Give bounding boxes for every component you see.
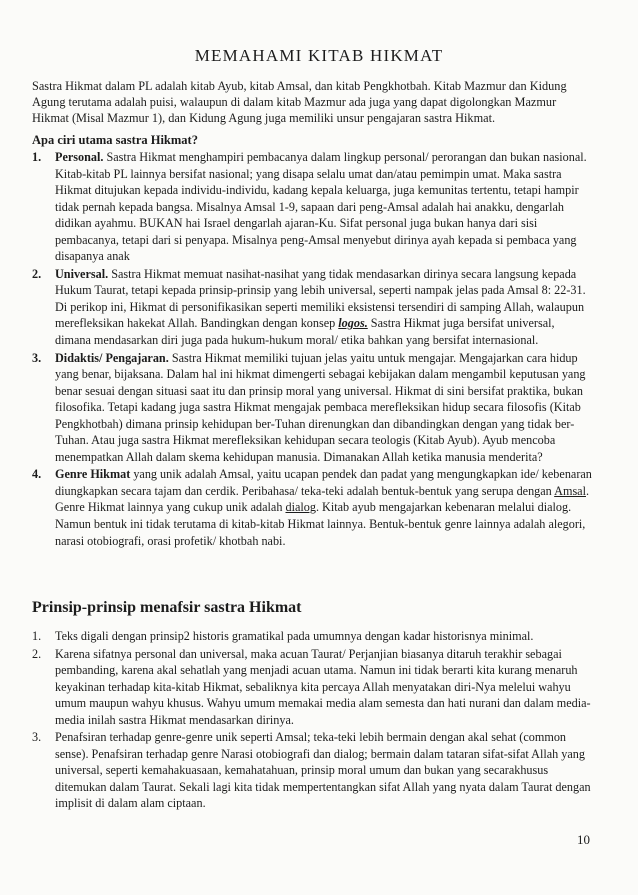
characteristic-text: yang unik adalah Amsal, yaitu ucapan pendek dan padat yang mengungkapkan ide/ kebenaran diungkapkan secara tajam dan cerdik. Peribahasa/ teka-teki adalah bentuk-bentuk yang serupa dengan <box>55 467 592 498</box>
dialog-term: dialog <box>285 500 316 515</box>
principle-item <box>32 646 592 729</box>
item-number: 1. <box>32 629 42 643</box>
principle-item <box>32 729 592 812</box>
item-number: 1. <box>32 150 42 164</box>
principle-text: Penafsiran terhadap genre-genre unik seperti Amsal; teka-teki lebih bermain dengan akal sehat (common sense). Penafsiran terhadap genre Narasi otobiografi dan dialog; bermain dalam tataran sifat-sifat Allah yang universal, seperti kemahakuasaan, kemahatahuan, prinsip moral umum dan bukan yang secarakhusus ditemukan dalam Taurat. Sekali lagi kita tidak mempertentangkan sifat Allah yang nyata dalam Taurat dengan implisit di dalam alam ciptaan. <box>55 730 591 811</box>
characteristic-item-personal <box>32 149 592 265</box>
characteristic-term: Genre Hikmat <box>55 467 131 482</box>
section-heading: Prinsip-prinsip menafsir sastra Hikmat <box>32 599 302 616</box>
item-number: 4. <box>32 467 42 482</box>
characteristic-text-cont: Sastra Hikmat juga bersifat universal, dimana mendasarkan diri juga pada hukum-hukum moral/ etika bahkan yang bersifat internasional. <box>55 316 555 348</box>
logos-term: logos. <box>338 316 368 331</box>
characteristic-text: Sastra Hikmat memuat nasihat-nasihat yang tidak mendasarkan dirinya secara langsung kepada Hukum Taurat, tetapi kepada prinsip-prinsip yang lebih universal, seperti nampak jelas pada Amsal 8: 22-31. Di perikop ini, Hikmat di personifikasikan seperti memiliki eksistensi tersendiri di samping Allah, walaupun merefleksikan hakekat Allah. Bandingkan dengan konsep <box>55 266 586 331</box>
characteristic-text: Sastra Hikmat memiliki tujuan jelas yaitu untuk mengajar. Mengajarkan cara hidup yang benar, bijaksana. Dalam hal ini hikmat dimengerti sebagai kebijakan dalam mengambil keputusan yang benar sesuai dengan situasi saat itu dan prinsip moral yang universal. Hikmat di sini bersifat praktika, bukan filosofika. Tetapi kadang juga sastra Hikmat mengajak pembaca merefleksikan hidup secara filosofis (Kitab Pengkhotbah) dimana prinsip kehidupan ber-Tuhan direnungkan dan dibandingkan dengan yang tidak ber-Tuhan. Atau juga sastra Hikmat merefleksikan kehidupan secara teologis (Kitab Ayub). Ayub mencoba menempatkan Allah dalam skema kehidupan manusia. Dimanakan Allah ketika manusia menderita? <box>55 350 586 464</box>
characteristic-term: Universal. <box>55 266 109 281</box>
characteristic-term: Didaktis/ Pengajaran. <box>55 350 169 365</box>
characteristic-text-end: . Kitab ayub mengajarkan kebenaran melalui dialog. Namun bentuk ini tidak terutama di kitab-kitab Hikmat lainnya. Bentuk-bentuk genre lainnya adalah alegori, narasi otobiografi, orasi profetik/ khotbah nabi. <box>55 500 586 548</box>
item-number: 3. <box>32 730 42 745</box>
amsal-term: Amsal <box>554 483 586 498</box>
characteristic-item-didactic <box>32 350 592 466</box>
characteristics-list <box>32 149 592 550</box>
item-number: 2. <box>32 646 42 661</box>
intro-paragraph: Sastra Hikmat dalam PL adalah kitab Ayub, kitab Amsal, dan kitab Pengkhotbah. Kitab Mazmur dan Kidung Agung terutama adalah puisi, walaupun di dalam kitab Mazmur ada juga yang dapat digolongkan Mazmur Hikmat (Misal Mazmur 1), dan Kidung Agung juga memiliki unsur pengajaran sastra Hikmat. <box>32 79 567 125</box>
characteristic-text: Sastra Hikmat menghampiri pembacanya dalam lingkup personal/ perorangan dan bukan nasional. Kitab-kitab PL lainnya bersifat nasional; yang disapa selalu umat dan/atau pemimpin umat. Maka sastra Hikmat ditujukan kepada individu-individu, kadang kepala keluarga, juga kemunitas tertentu, tetapi hampir tidak pernah kepada bangsa. Misalnya Amsal 1-9, sapaan dari peng-Amsal adalah hai anakku, dengarlah didikan ayahmu. BUKAN hai Israel dengarlah ajaran-Ku. Sifat personal juga bukan hanya dari sisi pembacanya, tetapi dari si penyapa. Misalnya peng-Amsal menyebut dirinya ayah kepada si pembaca yang disapanya anak <box>55 150 587 264</box>
characteristic-term: Personal. <box>55 150 104 164</box>
question-heading: Apa ciri utama sastra Hikmat? <box>32 133 198 147</box>
item-number: 3. <box>32 350 42 365</box>
principle-item <box>32 628 592 645</box>
page-title: MEMAHAMI KITAB HIKMAT <box>194 46 444 65</box>
characteristic-item-genre <box>32 466 592 549</box>
characteristic-text-cont: . Genre Hikmat lainnya yang cukup unik adalah <box>55 483 590 515</box>
principle-text: Karena sifatnya personal dan universal, maka acuan Taurat/ Perjanjian biasanya ditaruh terakhir sebagai pembanding, karena akal sehatlah yang menjadi acuan utama. Namun ini tidak berarti kita kurang menaruh keyakinan terhadap kita-kitab Hikmat, sebaliknya kita percaya Allah menyatakan diri-Nya melelui wahyu umum maupun wahyu khusus. Wahyu umum memakai media alam semesta dan hati nurani dan dalam media-media inilah sastra Hikmat mendasarkan dirinya. <box>55 646 591 727</box>
page-number: 10 <box>577 832 590 847</box>
characteristic-item-universal <box>32 266 592 349</box>
principles-list <box>32 628 592 813</box>
item-number: 2. <box>32 266 42 281</box>
principle-text: Teks digali dengan prinsip2 historis gramatikal pada umumnya dengan kadar historisnya minimal. <box>55 629 534 643</box>
